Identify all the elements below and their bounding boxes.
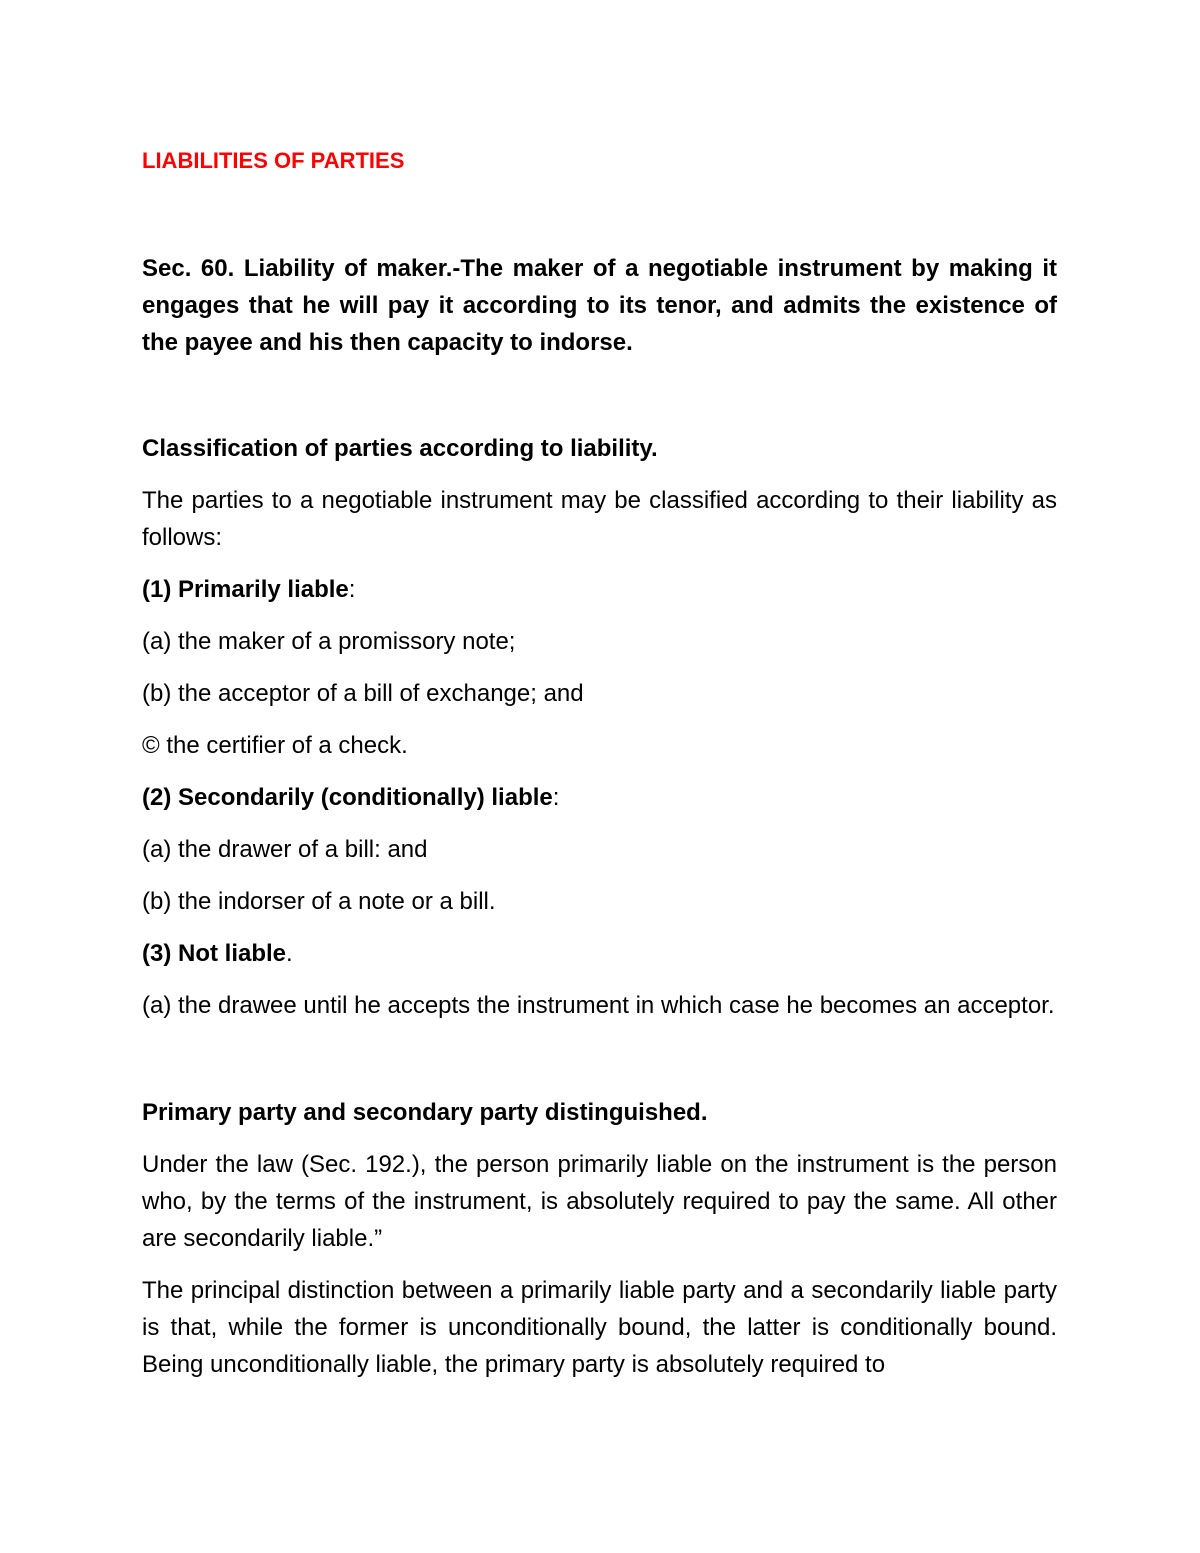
primarily-item-c: © the certifier of a check. (142, 732, 408, 759)
distinguished-paragraph-1: Under the law (Sec. 192.), the person primarily liable on the instrument is the person who, by the terms of the instrument, is absolutely required to pay the same. All other are secondarily liable.” (142, 1151, 1057, 1252)
not-liable-label-text: (3) Not liable (142, 940, 287, 967)
document-title: LIABILITIES OF PARTIES (142, 148, 405, 173)
document-content (142, 142, 1057, 1383)
distinguished-paragraph-2: The principal distinction between a primarily liable party and a secondarily liable party is that, while the former is unconditionally bound, the latter is conditionally bound. Being unconditionally liable, the primary party is absolutely required to (142, 1277, 1057, 1378)
secondarily-liable-label (142, 779, 1057, 816)
sec60-paragraph: Sec. 60. Liability of maker.-The maker of a negotiable instrument by making it engages that he will pay it according to its tenor, and admits the existence of the payee and his then capacity to indorse. (142, 255, 1057, 356)
primarily-liable-label-text: (1) Primarily liable (142, 576, 349, 603)
primarily-item-b: (b) the acceptor of a bill of exchange; and (142, 680, 584, 707)
primarily-item-a: (a) the maker of a promissory note; (142, 628, 516, 655)
not-liable-item-a: (a) the drawee until he accepts the instrument in which case he becomes an acceptor. (142, 992, 1055, 1019)
primarily-liable-colon: : (348, 576, 356, 603)
secondarily-item-a: (a) the drawer of a bill: and (142, 836, 428, 863)
not-liable-period: . (286, 940, 293, 967)
secondarily-liable-colon: : (552, 784, 560, 811)
distinguished-heading: Primary party and secondary party distinguished. (142, 1099, 708, 1126)
secondarily-item-b: (b) the indorser of a note or a bill. (142, 888, 496, 915)
classification-heading: Classification of parties according to liability. (142, 435, 658, 462)
not-liable-label (142, 935, 1057, 972)
secondarily-liable-label-text: (2) Secondarily (conditionally) liable (142, 784, 553, 811)
classification-intro: The parties to a negotiable instrument may be classified according to their liability as follows: (142, 487, 1057, 551)
primarily-liable-label (142, 571, 1057, 608)
